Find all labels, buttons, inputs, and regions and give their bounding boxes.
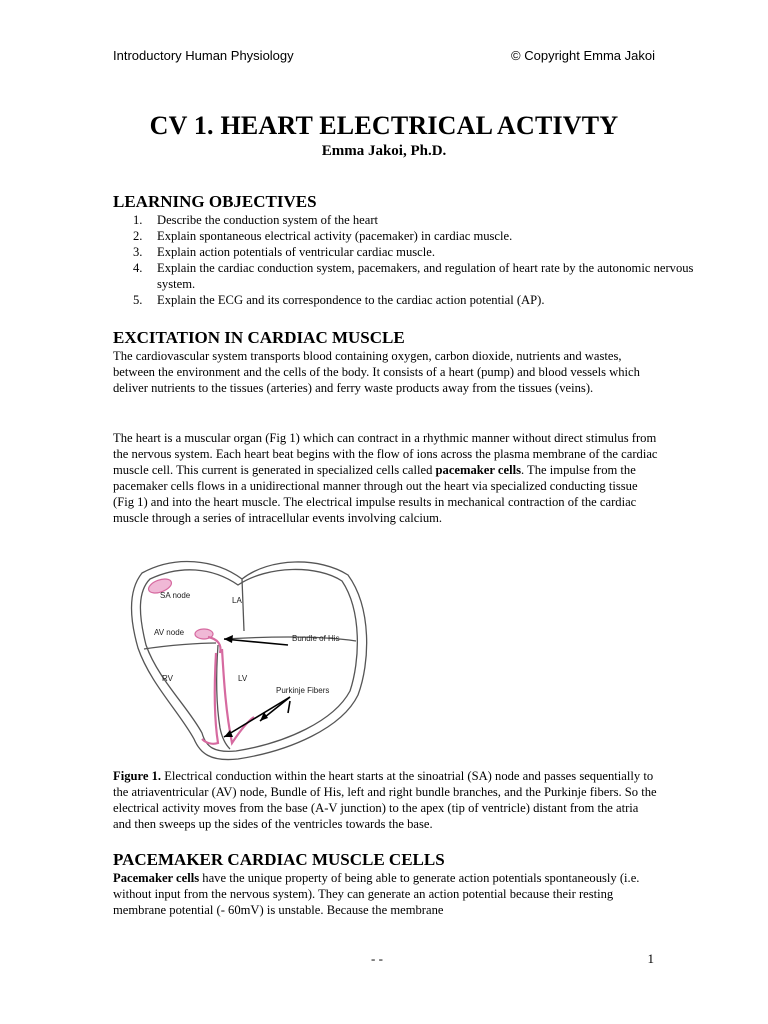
objective-item: Explain spontaneous electrical activity (pacemaker) in cardiac muscle. <box>157 229 513 243</box>
excitation-heading: EXCITATION IN CARDIAC MUSCLE <box>113 328 405 347</box>
figure-caption <box>113 768 658 832</box>
objective-item: Explain the ECG and its correspondence to the cardiac action potential (AP). <box>157 293 545 307</box>
running-header-copyright: © Copyright Emma Jakoi <box>511 48 655 63</box>
learning-objectives-heading: LEARNING OBJECTIVES <box>113 192 317 211</box>
heart-conduction-figure <box>120 553 380 765</box>
label-rv: RV <box>162 674 173 683</box>
caption-label: Figure 1. <box>113 769 162 783</box>
label-la: LA <box>232 596 242 605</box>
running-header-course: Introductory Human Physiology <box>113 48 294 63</box>
term-pacemaker-cells: Pacemaker cells <box>113 871 200 885</box>
label-purkinje-fibers: Purkinje Fibers <box>276 686 330 695</box>
label-lv: LV <box>238 674 248 683</box>
paragraph-text: have the unique property of being able to generate action potentials spontaneously (i.e. without input from the nervous system). They can generate an action potential because their resting membrane potential (- 60mV) is unstable. Because the membrane <box>113 871 640 917</box>
bundle-of-his-path <box>208 637 221 653</box>
arrow-bundle-of-his <box>224 639 288 645</box>
right-bundle-branch <box>202 653 218 744</box>
objective-item: Explain the cardiac conduction system, pacemakers, and regulation of heart rate by the autonomic nervous system. <box>157 261 694 291</box>
document-title: CV 1. HEART ELECTRICAL ACTIVTY <box>149 111 619 140</box>
excitation-paragraph-2 <box>113 430 658 526</box>
av-divider-left <box>144 643 216 649</box>
pacemaker-heading: PACEMAKER CARDIAC MUSCLE CELLS <box>113 850 445 869</box>
author-line: Emma Jakoi, Ph.D. <box>321 143 447 159</box>
excitation-paragraph-1: The cardiovascular system transports blood containing oxygen, carbon dioxide, nutrients and wastes, between the environment and the cells of the body. It consists of a heart (pump) and blood vessels which deliver nutrients to the tissues (arteries) and ferry waste products away from the tissues (veins). <box>113 349 640 395</box>
arrowhead-purkinje-1 <box>260 712 268 721</box>
objectives-list <box>113 212 697 308</box>
paragraph-text: . The impulse from the pacemaker cells flows in a unidirectional manner through out the heart via specialized conducting tissue (Fig 1) and into the heart muscle. The electrical impulse results in mechanical contraction of the cardiac muscle through a series of intracellular events involving calcium. <box>113 463 638 525</box>
page-number: 1 <box>647 951 654 966</box>
pacemaker-paragraph <box>113 870 658 918</box>
arrow-purkinje-2 <box>224 697 290 737</box>
arrow-purkinje-3 <box>288 701 290 713</box>
objective-item: Explain action potentials of ventricular cardiac muscle. <box>157 245 436 259</box>
caption-text: Electrical conduction within the heart starts at the sinoatrial (SA) node and passes sequentially to the atriaventricular (AV) node, Bundle of His, left and right bundle branches, and the Purkinje fibers. So the electrical activity moves from the base (A-V junction) to the apex (tip of ventricle) distant from the atria and then sweeps up the sides of the ventricles towards the base. <box>113 769 657 831</box>
label-bundle-of-his: Bundle of His <box>292 634 340 643</box>
objective-item: Describe the conduction system of the heart <box>157 213 379 227</box>
arrowhead-bundle <box>224 635 233 643</box>
paragraph-text: The heart is a muscular organ (Fig 1) which can contract in a rhythmic manner without direct stimulus from the nervous system. Each heart beat begins with the flow of ions across the plasma membrane of the cardiac muscle cell. This current is generated in specialized cells called <box>113 431 658 477</box>
term-pacemaker-cells: pacemaker cells <box>435 463 521 477</box>
label-av-node: AV node <box>154 628 185 637</box>
footer-center-mark: - - <box>371 951 383 966</box>
arrowhead-purkinje-2 <box>224 730 233 737</box>
atrial-septum <box>242 579 244 631</box>
label-sa-node: SA node <box>160 591 191 600</box>
